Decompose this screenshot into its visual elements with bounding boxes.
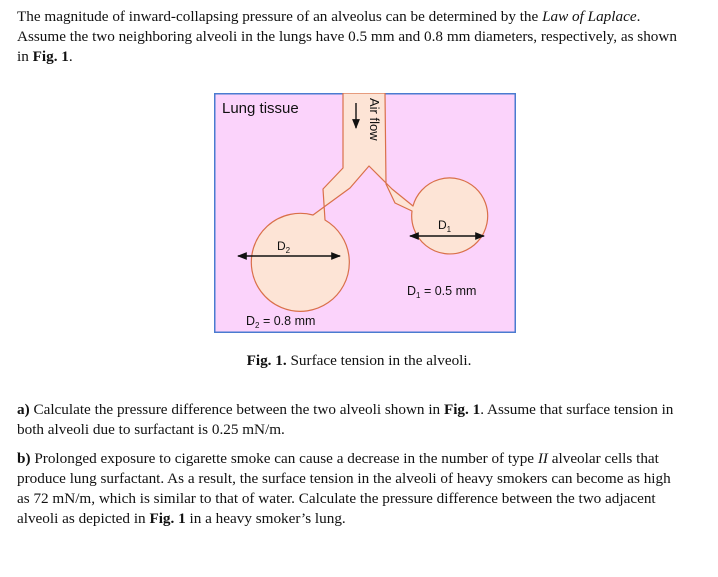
figure-caption [0, 352, 718, 370]
lung-tissue-label: Lung tissue [222, 100, 299, 117]
air-flow-label: Air flow [367, 98, 382, 141]
question-b-text-3: in a heavy smoker’s lung. [185, 510, 346, 527]
caption-label: Fig. 1. [246, 352, 287, 369]
d2-value-label: $D_2 = 0.8$ mm [246, 314, 316, 330]
question-b-label: b) [17, 450, 31, 467]
d1-label: $D_1$ [438, 218, 452, 234]
question-b-text-1: Prolonged exposure to cigarette smoke can cause a decrease in the number of type [30, 450, 538, 467]
question-a-text-2: . Assume that surface tension in both alveoli due to surfactant is 0.25 mN/m. [17, 401, 674, 438]
intro-paragraph [17, 7, 681, 67]
question-a-figure-reference: Fig. 1 [443, 401, 481, 418]
figure-reference: Fig. 1 [32, 48, 69, 65]
question-b-cell-type: II [537, 450, 548, 467]
d1-value-label: $D_1 = 0.5$ mm [407, 284, 477, 300]
caption-text: Surface tension in the alveoli. [286, 352, 472, 369]
question-a [17, 400, 681, 440]
question-b [17, 449, 681, 529]
d2-label: $D_2$ [277, 239, 291, 255]
question-b-text-2: alveolar cells that produce lung surfactant. As a result, the surface tension in the alveoli of heavy smokers can become as high as 72 mN/m, which is similar to that of water. Calculate the pressure difference between the two adjacent alveoli as depicted in [17, 450, 671, 527]
alveoli-figure [214, 93, 516, 333]
question-a-text-1: Calculate the pressure difference between the two alveoli shown in [29, 401, 444, 418]
intro-text-3: . [68, 48, 73, 65]
question-b-figure-reference: Fig. 1 [149, 510, 186, 527]
question-a-label: a) [17, 401, 30, 418]
law-of-laplace: Law of Laplace [542, 8, 637, 25]
intro-text-2: . Assume the two neighboring alveoli in the lungs have 0.5 mm and 0.8 mm diameters, respectively, as shown in [17, 8, 677, 65]
intro-text-1: The magnitude of inward-collapsing pressure of an alveolus can be determined by the [17, 8, 543, 25]
